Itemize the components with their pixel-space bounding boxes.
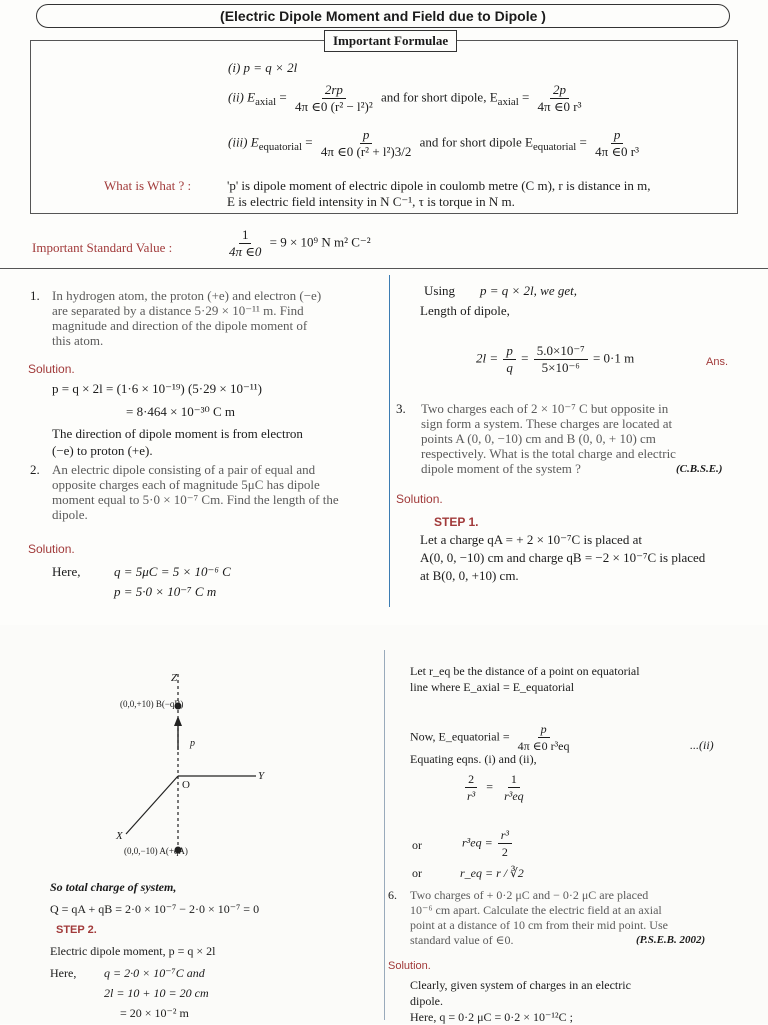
x-axis-label: X	[116, 830, 123, 842]
q2-number: 2.	[30, 462, 40, 477]
lower-column-divider	[384, 650, 385, 1020]
z-axis-label: Z	[171, 672, 178, 684]
column-divider	[389, 275, 390, 607]
q3-line-5: dipole moment of the system ?	[421, 461, 581, 476]
equation-tag-ii: ...(ii)	[690, 738, 714, 752]
q2-line-4: dipole.	[52, 507, 88, 522]
formulae-heading: Important Formulae	[324, 30, 457, 52]
q1-line-3: magnitude and direction of the dipole moment of	[52, 318, 308, 333]
q3-line-2: sign form a system. These charges are located at	[421, 416, 673, 431]
q3-step-1: STEP 1.	[434, 515, 479, 529]
q2-line-3: moment equal to 5·0 × 10⁻⁷ Cm. Find the length of the	[52, 492, 339, 507]
q3-step1-line-1: Let a charge qA = + 2 × 10⁻⁷C is placed at	[420, 532, 642, 547]
q6-number: 6.	[388, 888, 397, 902]
formula-dipole-moment: (i) p = q × 2l	[228, 60, 298, 75]
standard-value-eq: $\frac{1}{4\pi \in 0}$ = 9 × 10⁹ N m² C⁻²	[229, 227, 371, 259]
formula-axial-field: (ii) $E_{axial}$ = $\frac{2rp}{\text{4π ∈0 (r² − l²)²}}$ and for short dipole, $E_{axial}$ = $\frac{2p}{\text{4π ∈0 r³}}$	[228, 82, 582, 114]
lower-here-eq: q = 2·0 × 10⁻⁷C and	[104, 966, 205, 980]
q6-line-4: standard value of ∈0.	[410, 933, 514, 947]
q3-source: (C.B.S.E.)	[676, 463, 723, 475]
or-label-2: or	[412, 866, 422, 880]
q6-sol-line-3: Here, q = 0·2 μC = 0·2 × 10⁻¹²C ;	[410, 1010, 573, 1024]
q3-solution-label: Solution.	[396, 492, 443, 506]
q3-number: 3.	[396, 401, 406, 416]
what-is-what-line1: 'p' is dipole moment of electric dipole in coulomb metre (C m), r is distance in m,	[227, 178, 651, 193]
q2-sol-line-1: q = 5μC = 5 × 10⁻⁶ C	[114, 564, 231, 579]
dipole-length-eq: 2l = $\frac{p}{q}$ = $\frac{\text{5.0×10⁻⁷}}{\text{5×10⁻⁶}}$ = 0·1 m	[476, 343, 635, 375]
lower-here-label: Here,	[50, 966, 77, 980]
q2-solution-label: Solution.	[28, 542, 75, 556]
q6-sol-line-1: Clearly, given system of charges in an electric	[410, 978, 631, 992]
q3-step1-line-3: at B(0, 0, +10) cm.	[420, 568, 519, 583]
equating-line: Equating eqns. (i) and (ii),	[410, 752, 537, 766]
q1-line-2: are separated by a distance 5·29 × 10⁻¹¹ m. Find	[52, 303, 304, 318]
total-charge-eq: Q = qA + qB = 2·0 × 10⁻⁷ − 2·0 × 10⁻⁷ = 0	[50, 902, 260, 916]
q6-line-1: Two charges of + 0·2 μC and − 0·2 μC are placed	[410, 888, 649, 902]
y-axis-label: Y	[258, 770, 265, 782]
formula-equatorial-field: (iii) $E_{equatorial}$ = $\frac{p}{\text{4π ∈0 (r² + l²)3/2}}$ and for short dipole $E_{equatorial}$ = $\frac{p}{\text{4π ∈0 r³}}$	[228, 127, 640, 159]
what-is-what-label: What is What ? :	[104, 178, 192, 193]
q1-sol-line-2: = 8·464 × 10⁻³⁰ C m	[126, 404, 235, 419]
q1-sol-line-1: p = q × 2l = (1·6 × 10⁻¹⁹) (5·29 × 10⁻¹¹)	[52, 381, 262, 396]
q3-line-4: respectively. What is the total charge and electric	[421, 446, 676, 461]
dipole-moment-line: Electric dipole moment, p = q × 2l	[50, 944, 216, 958]
q3-step1-line-2: A(0, 0, −10) cm and charge qB = −2 × 10⁻⁷C is placed	[420, 550, 706, 565]
total-charge-heading: So total charge of system,	[50, 880, 177, 894]
dipole-arrowhead	[174, 716, 182, 726]
q1-line-4: this atom.	[52, 333, 104, 348]
q6-line-2: 10⁻⁶ cm apart. Calculate the electric field at an axial	[410, 903, 662, 917]
q2-line-1: An electric dipole consisting of a pair of equal and	[52, 462, 316, 477]
equating-eq: $\frac{2}{\text{r³}}$ = $\frac{1}{\text{r³eq}}$	[467, 772, 524, 803]
lower-length-eq-2: = 20 × 10⁻² m	[120, 1006, 189, 1020]
q6-sol-line-2: dipole.	[410, 994, 443, 1008]
dipole-p-label: p	[190, 738, 195, 749]
q1-number: 1.	[30, 288, 40, 303]
using-label: Using	[424, 283, 456, 298]
lower-length-eq: 2l = 10 + 10 = 20 cm	[104, 986, 209, 1000]
q3-line-3: points A (0, 0, −10) cm and B (0, 0, + 10) cm	[421, 431, 656, 446]
what-is-what-line2: E is electric field intensity in N C⁻¹, τ is torque in N m.	[227, 194, 515, 209]
q6-source: (P.S.E.B. 2002)	[636, 934, 706, 946]
q1-line-1: In hydrogen atom, the proton (+e) and electron (−e)	[52, 288, 322, 303]
x-axis	[126, 776, 178, 834]
answer-tag: Ans.	[706, 356, 729, 368]
point-a-label: (0,0,−10) A(+qA)	[124, 846, 188, 856]
point-b-label: (0,0,+10) B(−qB)	[120, 699, 184, 709]
q2-line-2: opposite charges each of magnitude 5μC has dipole	[52, 477, 320, 492]
standard-value-label: Important Standard Value :	[32, 240, 173, 255]
origin-label: O	[182, 779, 190, 791]
length-label: Length of dipole,	[420, 303, 510, 318]
chapter-title: (Electric Dipole Moment and Field due to Dipole )	[36, 4, 730, 28]
q1-solution-label: Solution.	[28, 362, 75, 376]
or-eq-2: r_eq = r / ∛2	[460, 866, 524, 880]
now-eq: Now, E_equatorial = $\frac{p}{\text{4π ∈0 r³eq}}$	[410, 722, 570, 753]
q1-sol-line-4: (−e) to proton (+e).	[52, 443, 153, 458]
step-2-label: STEP 2.	[56, 924, 97, 936]
let-req-line-2: line where E_axial = E_equatorial	[410, 680, 575, 694]
q1-sol-line-3: The direction of dipole moment is from electron	[52, 426, 303, 441]
q6-line-3: point at a distance of 10 cm from their mid point. Use	[410, 918, 668, 932]
q3-line-1: Two charges each of 2 × 10⁻⁷ C but opposite in	[421, 401, 669, 416]
section-divider	[0, 268, 768, 269]
q6-solution-label: Solution.	[388, 960, 431, 972]
q2-sol-line-2: p = 5·0 × 10⁻⁷ C m	[114, 584, 217, 599]
q2-here: Here,	[52, 564, 81, 579]
or-eq-1: r³eq = $\frac{\text{r³}}{2}$	[462, 828, 514, 859]
or-label-1: or	[412, 838, 422, 852]
let-req-line-1: Let r_eq be the distance of a point on equatorial	[410, 664, 640, 678]
using-eq: p = q × 2l, we get,	[480, 283, 577, 298]
